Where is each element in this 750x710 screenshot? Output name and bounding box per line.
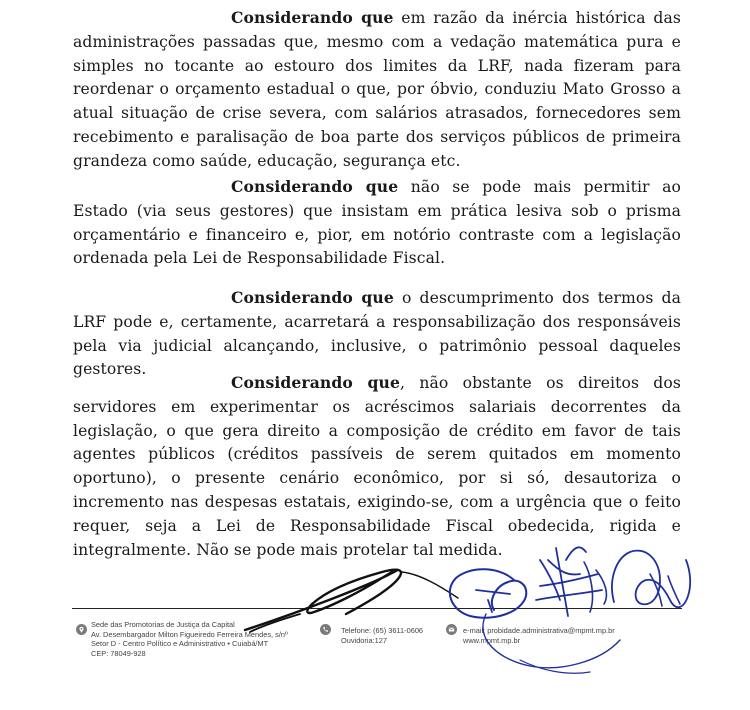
address-line-3: Setor D - Centro Político e Administrativo • Cuiabá/MT [91, 639, 269, 649]
email-line: e-mail: probidade.administrativa@mpmt.mp.br [463, 626, 615, 635]
footer-divider [72, 608, 682, 609]
paragraph-2-text: não se pode mais permitir ao Estado (via seus gestores) que insistam em prática lesiva sob o prisma orçamentário e financeiro e, pior, em notório contraste com a legislação ordenada pela Lei de Responsabilidade Fiscal. [73, 178, 681, 268]
blue-signature [450, 547, 690, 673]
paragraph-2-lead: Considerando que [231, 177, 399, 196]
location-pin-icon [76, 624, 87, 635]
paragraph-4-lead: Considerando que [231, 373, 401, 392]
paragraph-3-lead: Considerando que [231, 288, 394, 307]
paragraph-1-lead: Considerando que [231, 8, 394, 27]
paragraph-4 [73, 371, 681, 562]
address-line-4: CEP: 78049-928 [91, 648, 146, 658]
phone-icon [320, 624, 331, 635]
paragraph-3-text: o descumprimento dos termos da LRF pode e, certamente, acarretará a responsabilização dos responsáveis pela via judicial alcançando, inclusive, o patrimônio pessoal daqueles gestores. [73, 289, 681, 379]
paragraph-4-text: , não obstante os direitos dos servidores em experimentar os acréscimos salariais decorrentes da legislação, o que gera direito a composição de crédito em favor de tais agentes públicos (créditos passíveis de serem quitados em momento oportuno), o presente cenário econômico, por si só, desautoriza o incremento nas despesas estatais, exigindo-se, com a urgência que o feito requer, seja a Lei de Responsabilidade Fiscal obedecida, rigida e integralmente. Não se pode mais protelar tal medida. [73, 374, 681, 559]
paragraph-3 [73, 286, 681, 382]
paragraph-2 [73, 175, 681, 271]
website-line: www.mpmt.mp.br [463, 635, 521, 645]
address-line-1: Sede das Promotorias de Justiça da Capital [91, 620, 235, 629]
address-line-2: Av. Desembargador Milton Figueiredo Ferreira Mendes, s/nº [91, 629, 288, 639]
paragraph-1-text: em razão da inércia histórica das administrações passadas que, mesmo com a vedação matemática pura e simples no tocante ao estouro dos limites da LRF, nada fizeram para reordenar o orçamento estadual o que, por óbvio, conduziu Mato Grosso a atual situação de crise severa, com salários atrasados, fornecedores sem recebimento e paralisação de boa parte dos serviços públicos de primeira grandeza como saúde, educação, segurança etc. [73, 9, 681, 170]
phone-line-2: Ouvidoria:127 [341, 635, 388, 645]
paragraph-1 [73, 6, 681, 174]
email-icon [446, 624, 457, 635]
phone-line-1: Telefone: (65) 3611-0606 [341, 626, 424, 635]
